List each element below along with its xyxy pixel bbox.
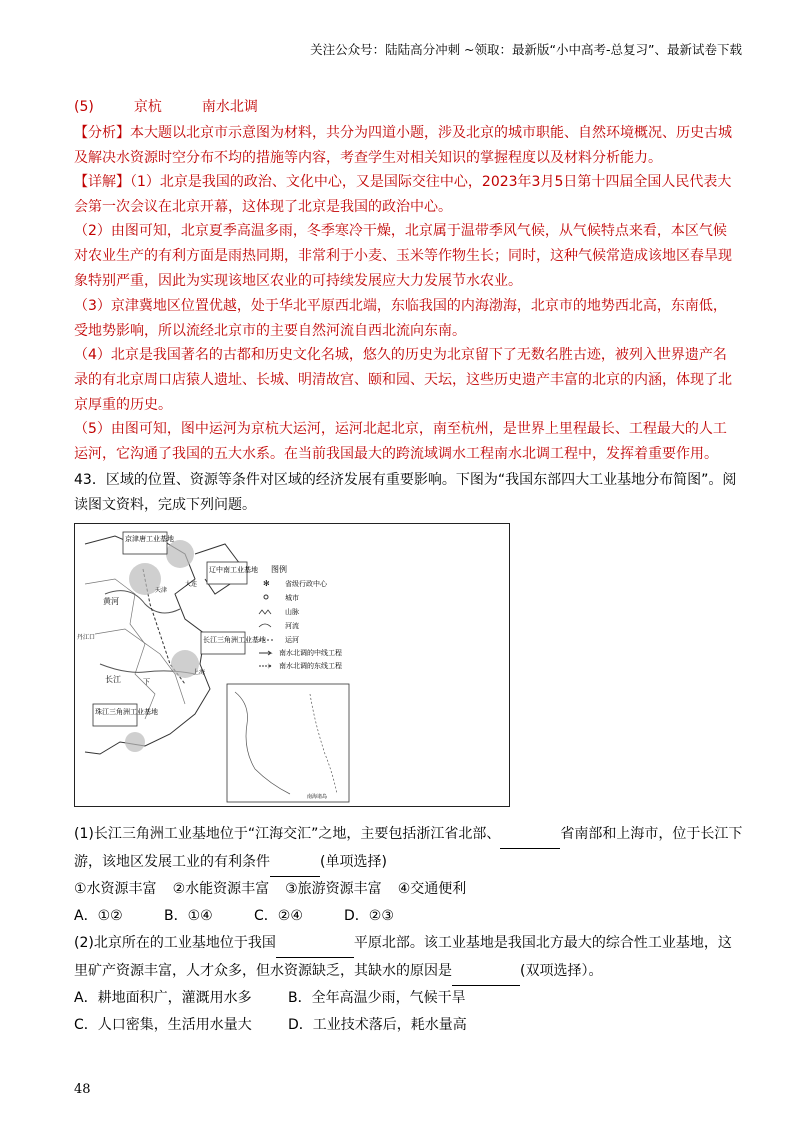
question-43-stem: 43．区域的位置、资源等条件对区域的经济发展有重要影响。下图为“我国东部四大工业基地分布简图”。阅读图文资料，完成下列问题。	[74, 472, 737, 513]
legend-item-east-route: 南水北调的东线工程	[279, 662, 342, 670]
q1-blank-province[interactable]	[500, 821, 560, 849]
q1-part-b: 省南部和上海市，位于长江下游，该地区发展工业的有利条件	[74, 826, 743, 870]
map-figure	[75, 524, 509, 806]
question-2	[74, 930, 744, 986]
detail-p4: （4）北京是我国著名的古都和历史文化名城，悠久的历史为北京留下了无数名胜古迹，被列入世界遗产名录的有北京周口店猿人遗址、长城、明清故宫、颐和园、天坛，这些历史遗产丰富的北京的内涵，体现了北京厚重的历史。	[74, 347, 732, 413]
page-number: 48	[74, 1082, 91, 1097]
tianjin-label: 天津	[155, 587, 168, 594]
legend-city-icon	[264, 595, 268, 599]
q2-options-row1	[74, 987, 466, 1007]
analysis-text: 本大题以北京市示意图为材料，共分为四道小题，涉及北京的城市职能、自然环境概况、历史古城及解决水资源时空分布不均的措施等内容，考查学生对相关知识的掌握程度以及材料分析能力。	[74, 125, 732, 166]
detail-p1-text: （1）北京是我国的政治、文化中心，又是国际交往中心，2023年3月5日第十四届全国人民代表大会第一次会议在北京开幕，这体现了北京是我国的政治中心。	[74, 174, 732, 215]
q2-blank-plain[interactable]	[276, 930, 354, 958]
q1-blank-condition[interactable]	[270, 849, 320, 877]
detail-p5: （5）由图可知，图中运河为京杭大运河，运河北起北京，南至杭州，是世界上里程最长、工程最大的人工运河，它沟通了我国的五大水系。在当前我国最大的跨流域调水工程南水北调工程中，发挥着重要作用。	[74, 421, 727, 462]
legend-item-middle-route: 南水北调的中线工程	[279, 649, 342, 657]
q1-items	[74, 878, 466, 898]
q1-option-c[interactable]: C．②④	[254, 908, 303, 924]
south-sea-inset	[227, 684, 349, 802]
answer-5-blank1: 京杭	[133, 99, 162, 115]
zsj-base-area	[125, 732, 145, 752]
detail-p3: （3）京津冀地区位置优越，处于华北平原西北端，东临我国的内海渤海，北京市的地势西北高，东南低，受地势影响，所以流经北京市的主要自然河流自西北流向东南。	[74, 298, 727, 339]
q2-options-row2	[74, 1014, 467, 1034]
q1-item-1: ①水资源丰富	[74, 881, 157, 897]
q1-item-4: ④交通便利	[397, 881, 467, 897]
q2-option-b[interactable]: B．全年高温少雨，气候干旱	[288, 990, 466, 1006]
q1-item-3: ③旅游资源丰富	[285, 881, 382, 897]
answer-5-blank2: 南水北调	[201, 99, 258, 115]
legend-river-icon	[259, 624, 271, 627]
q1-part-a: (1)长江三角洲工业基地位于“江海交汇”之地，主要包括浙江省北部、	[74, 826, 501, 842]
q1-part-c: (单项选择)	[320, 854, 387, 870]
q1-option-a[interactable]: A．①②	[74, 908, 123, 924]
shanghai-label: 上海	[193, 669, 206, 676]
zsj-label: 珠江三角洲工业基地	[95, 708, 158, 716]
q2-part-a: (2)北京所在的工业基地位于我国	[74, 935, 276, 951]
q1-item-2: ②水能资源丰富	[172, 881, 270, 897]
detail-tag: 【详解】	[74, 174, 130, 190]
map-legend	[259, 564, 342, 670]
answer-5	[74, 96, 298, 116]
legend-item-mountain: 山脉	[285, 608, 299, 616]
legend-title: 图例	[271, 565, 287, 574]
inset-label: 南海诸岛	[307, 794, 328, 800]
q2-option-c[interactable]: C．人口密集，生活用水量大	[74, 1017, 252, 1033]
q2-part-c: (双项选择）。	[520, 963, 603, 979]
jjt-label: 京津唐工业基地	[125, 535, 174, 543]
legend-middle-route-icon	[259, 651, 271, 655]
huanghe-label: 黄河	[103, 597, 119, 606]
legend-star-icon: ✻	[263, 579, 270, 588]
province-border	[85, 579, 155, 719]
answer-5-number: (5)	[74, 99, 94, 115]
legend-item-river: 河流	[285, 622, 299, 630]
q2-blank-reason[interactable]	[452, 958, 520, 986]
detail-p2: （2）由图可知，北京夏季高温多雨，冬季寒冷干燥，北京属于温带季风气候，从气候特点来看，本区气候对农业生产的有利方面是雨热同期，非常利于小麦、玉米等作物生长；同时，这种气候常造成该地区春旱现象特别严重，因此为实现该地区农业的可持续发展应大力发展节水农业。	[74, 223, 732, 289]
lzn-label: 辽中南工业基地	[209, 566, 258, 574]
q2-part-b: 平原北部。该工业基地是我国北方最大的综合性工业基地，这里矿产资源丰富，人才众多，但水资源缺乏，其缺水的原因是	[74, 935, 732, 979]
lzn-base-area	[166, 540, 194, 568]
detail-p1	[74, 170, 734, 220]
q2-option-a[interactable]: A．耕地面积广，灌溉用水多	[74, 990, 252, 1006]
changjiang-label: 长江	[105, 675, 121, 684]
industrial-base-map	[74, 523, 510, 807]
legend-item-canal: 运河	[285, 636, 299, 644]
xia-label: 下	[143, 678, 150, 686]
dalian-label: 大连	[185, 581, 198, 588]
legend-mountain-icon	[259, 610, 271, 614]
legend-item-city: 城市	[285, 594, 299, 602]
question-1	[74, 821, 744, 877]
q2-option-d[interactable]: D．工业技术落后，耗水量高	[288, 1017, 467, 1033]
analysis-tag: 【分析】	[74, 125, 130, 141]
legend-east-route-icon	[259, 664, 271, 668]
q1-option-b[interactable]: B．①④	[164, 908, 213, 924]
page-header: 关注公众号：陆陆高分冲刺 ~领取：最新版“小中高考-总复习”、最新试卷下载	[310, 42, 742, 57]
q1-options	[74, 905, 394, 925]
legend-item-capital: 省级行政中心	[285, 580, 327, 588]
analysis-paragraph	[74, 121, 734, 171]
danjiangkou-label: 丹江口	[77, 634, 96, 641]
csj-label: 长江三角洲工业基地	[203, 636, 266, 644]
q1-option-d[interactable]: D．②③	[344, 908, 394, 924]
